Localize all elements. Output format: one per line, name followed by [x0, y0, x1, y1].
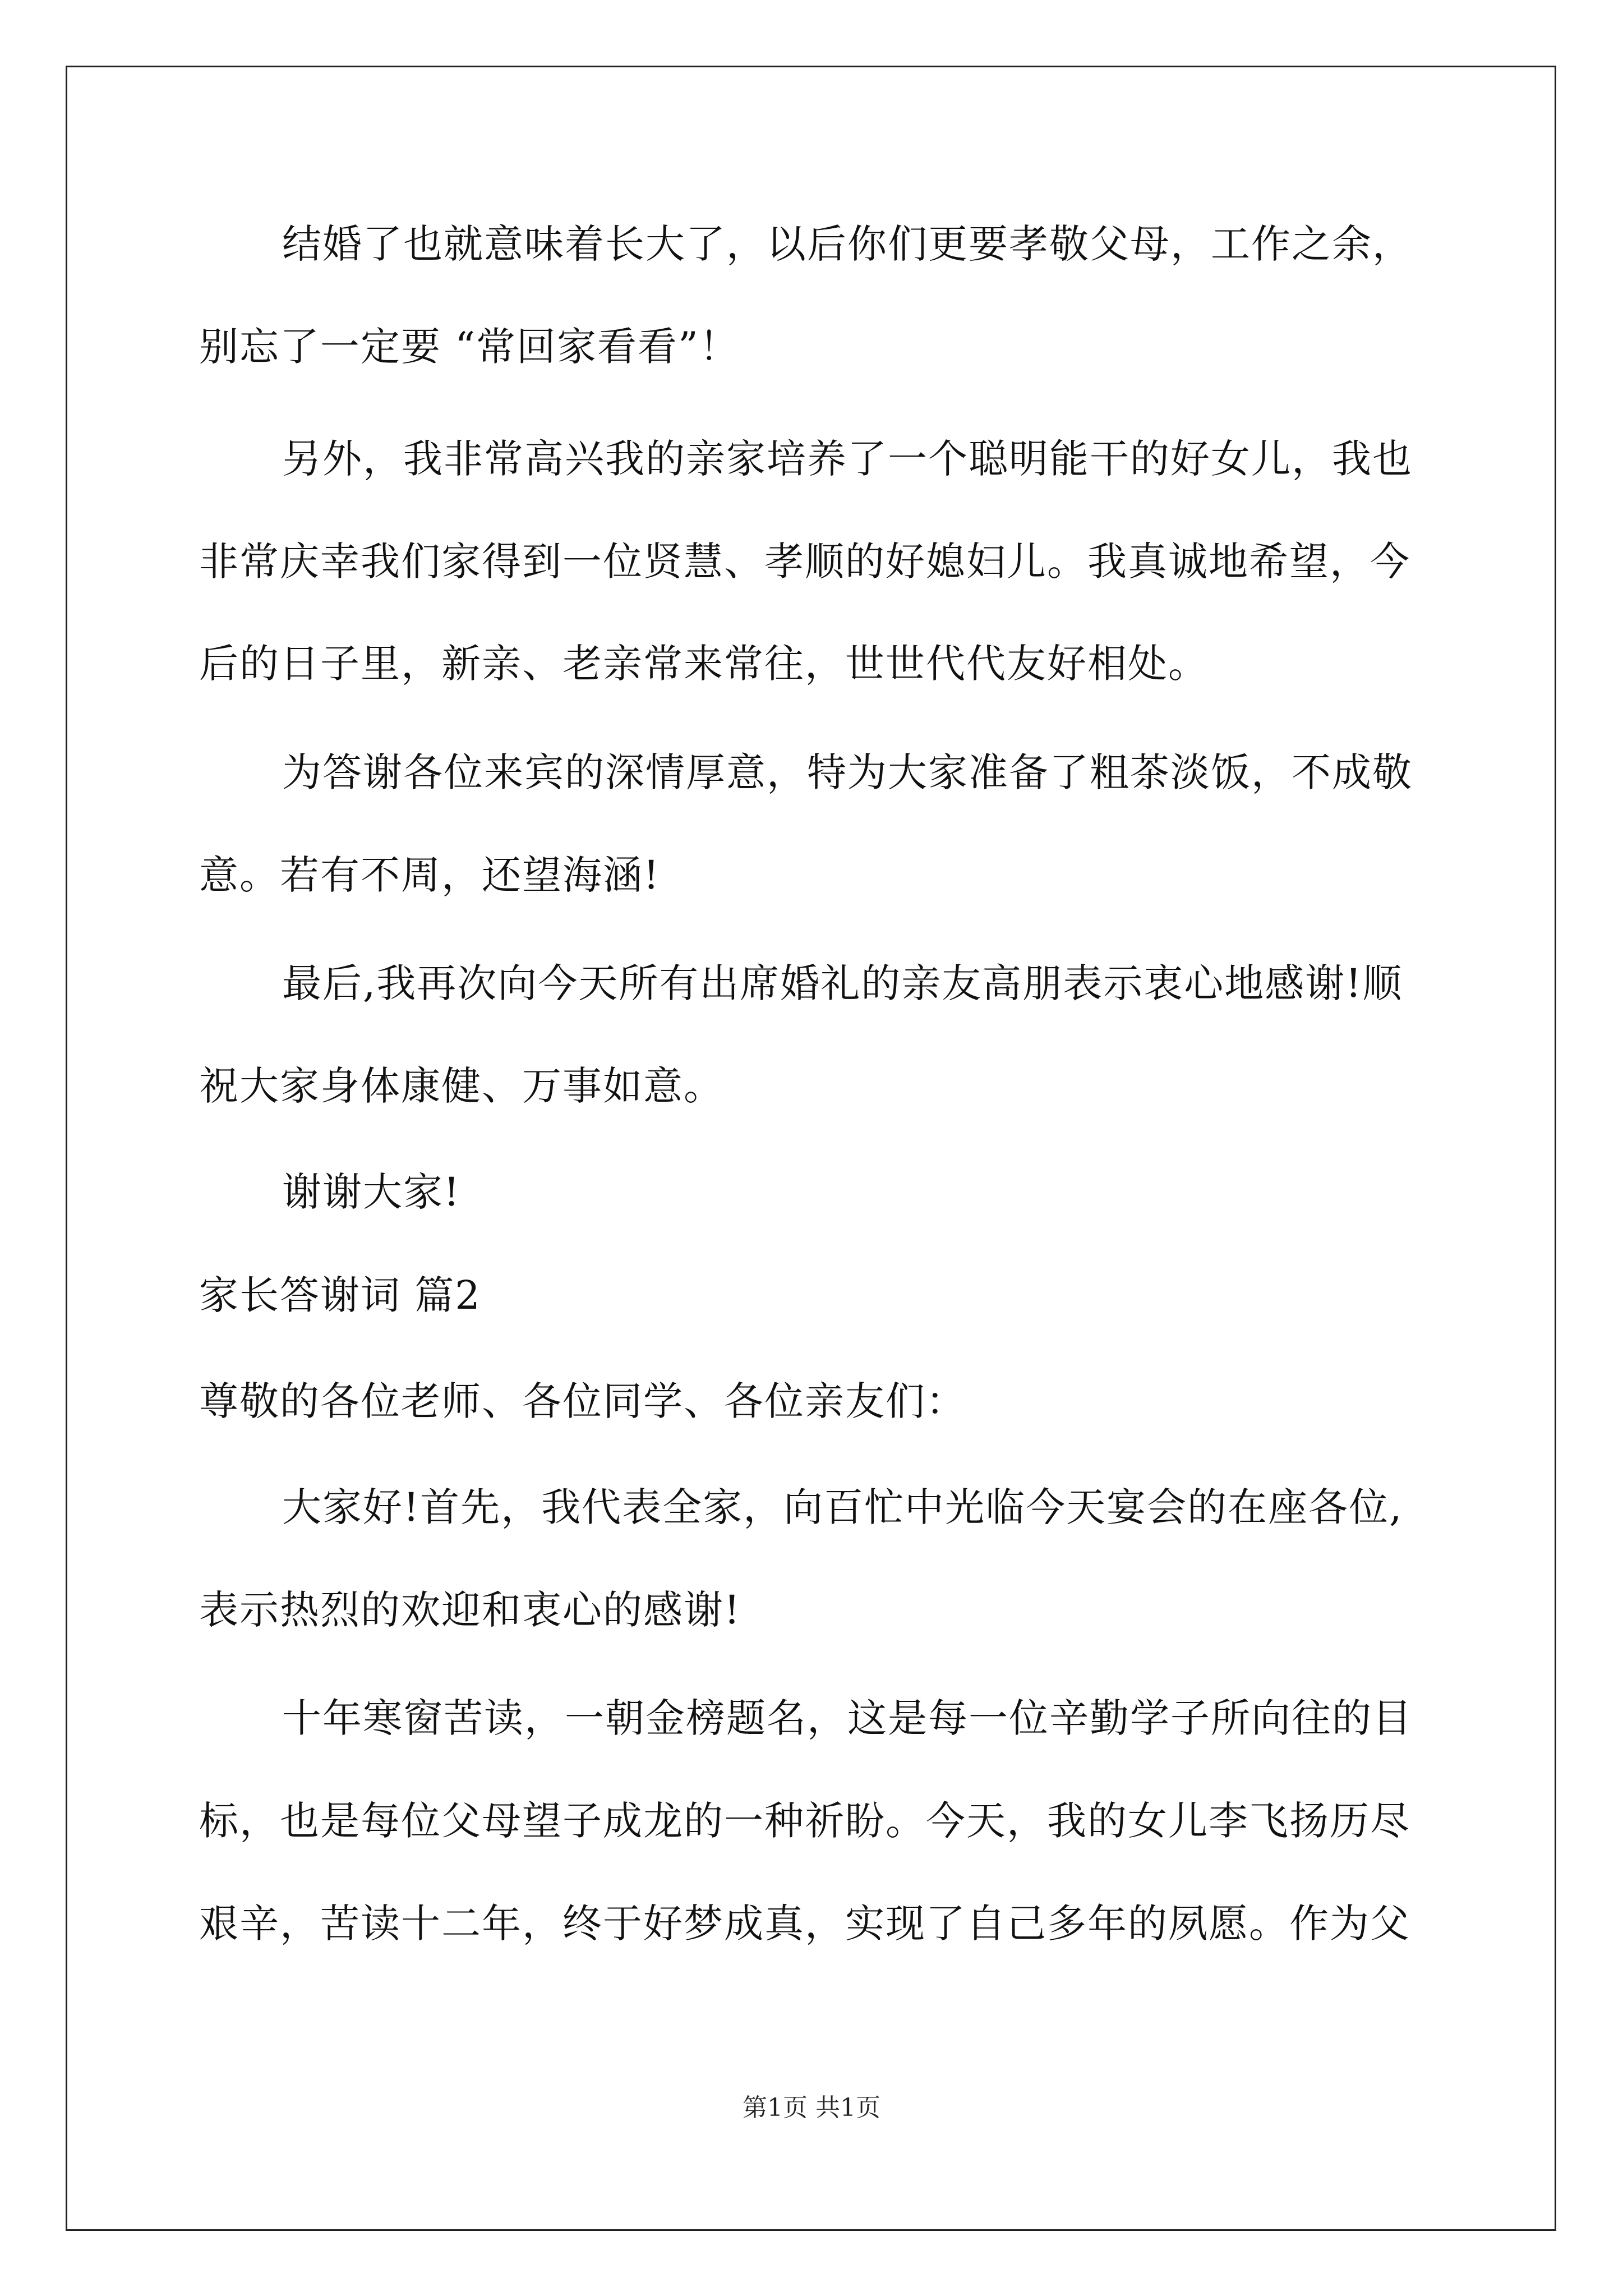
paragraph-line: 标，也是每位父母望子成龙的一种祈盼。今天，我的女儿李飞扬历尽 — [199, 1798, 1410, 1844]
paragraph-line: 艰辛，苦读十二年，终于好梦成真，实现了自己多年的夙愿。作为父 — [199, 1901, 1410, 1947]
paragraph-line: 别忘了一定要 “常回家看看”！ — [199, 324, 740, 370]
page-footer: 第1页 共1页 — [743, 2093, 880, 2122]
salutation: 尊敬的各位老师、各位同学、各位亲友们： — [199, 1378, 966, 1424]
paragraph-line: 非常庆幸我们家得到一位贤慧、孝顺的好媳妇儿。我真诚地希望，今 — [199, 539, 1410, 585]
section-heading: 家长答谢词 篇2 — [199, 1272, 481, 1318]
paragraph-line: 结婚了也就意味着长大了，以后你们更要孝敬父母，工作之余， — [282, 221, 1413, 267]
paragraph-line: 大家好!首先，我代表全家，向百忙中光临今天宴会的在座各位, — [282, 1484, 1403, 1530]
paragraph-line: 另外，我非常高兴我的亲家培养了一个聪明能干的好女儿，我也 — [282, 436, 1413, 482]
paragraph-line: 为答谢各位来宾的深情厚意，特为大家准备了粗茶淡饭，不成敬 — [282, 749, 1413, 795]
paragraph-line: 祝大家身体康健、万事如意。 — [199, 1063, 724, 1109]
paragraph-line: 表示热烈的欢迎和衷心的感谢! — [199, 1587, 741, 1633]
paragraph-line: 最后,我再次向今天所有出席婚礼的亲友高朋表示衷心地感谢!顺 — [282, 960, 1403, 1006]
paragraph-line: 十年寒窗苦读，一朝金榜题名，这是每一位辛勤学子所向往的目 — [282, 1695, 1413, 1741]
paragraph-line: 后的日子里，新亲、老亲常来常往，世世代代友好相处。 — [199, 641, 1209, 687]
paragraph-line: 谢谢大家! — [282, 1169, 461, 1215]
paragraph-line: 意。若有不周，还望海涵! — [199, 852, 661, 898]
